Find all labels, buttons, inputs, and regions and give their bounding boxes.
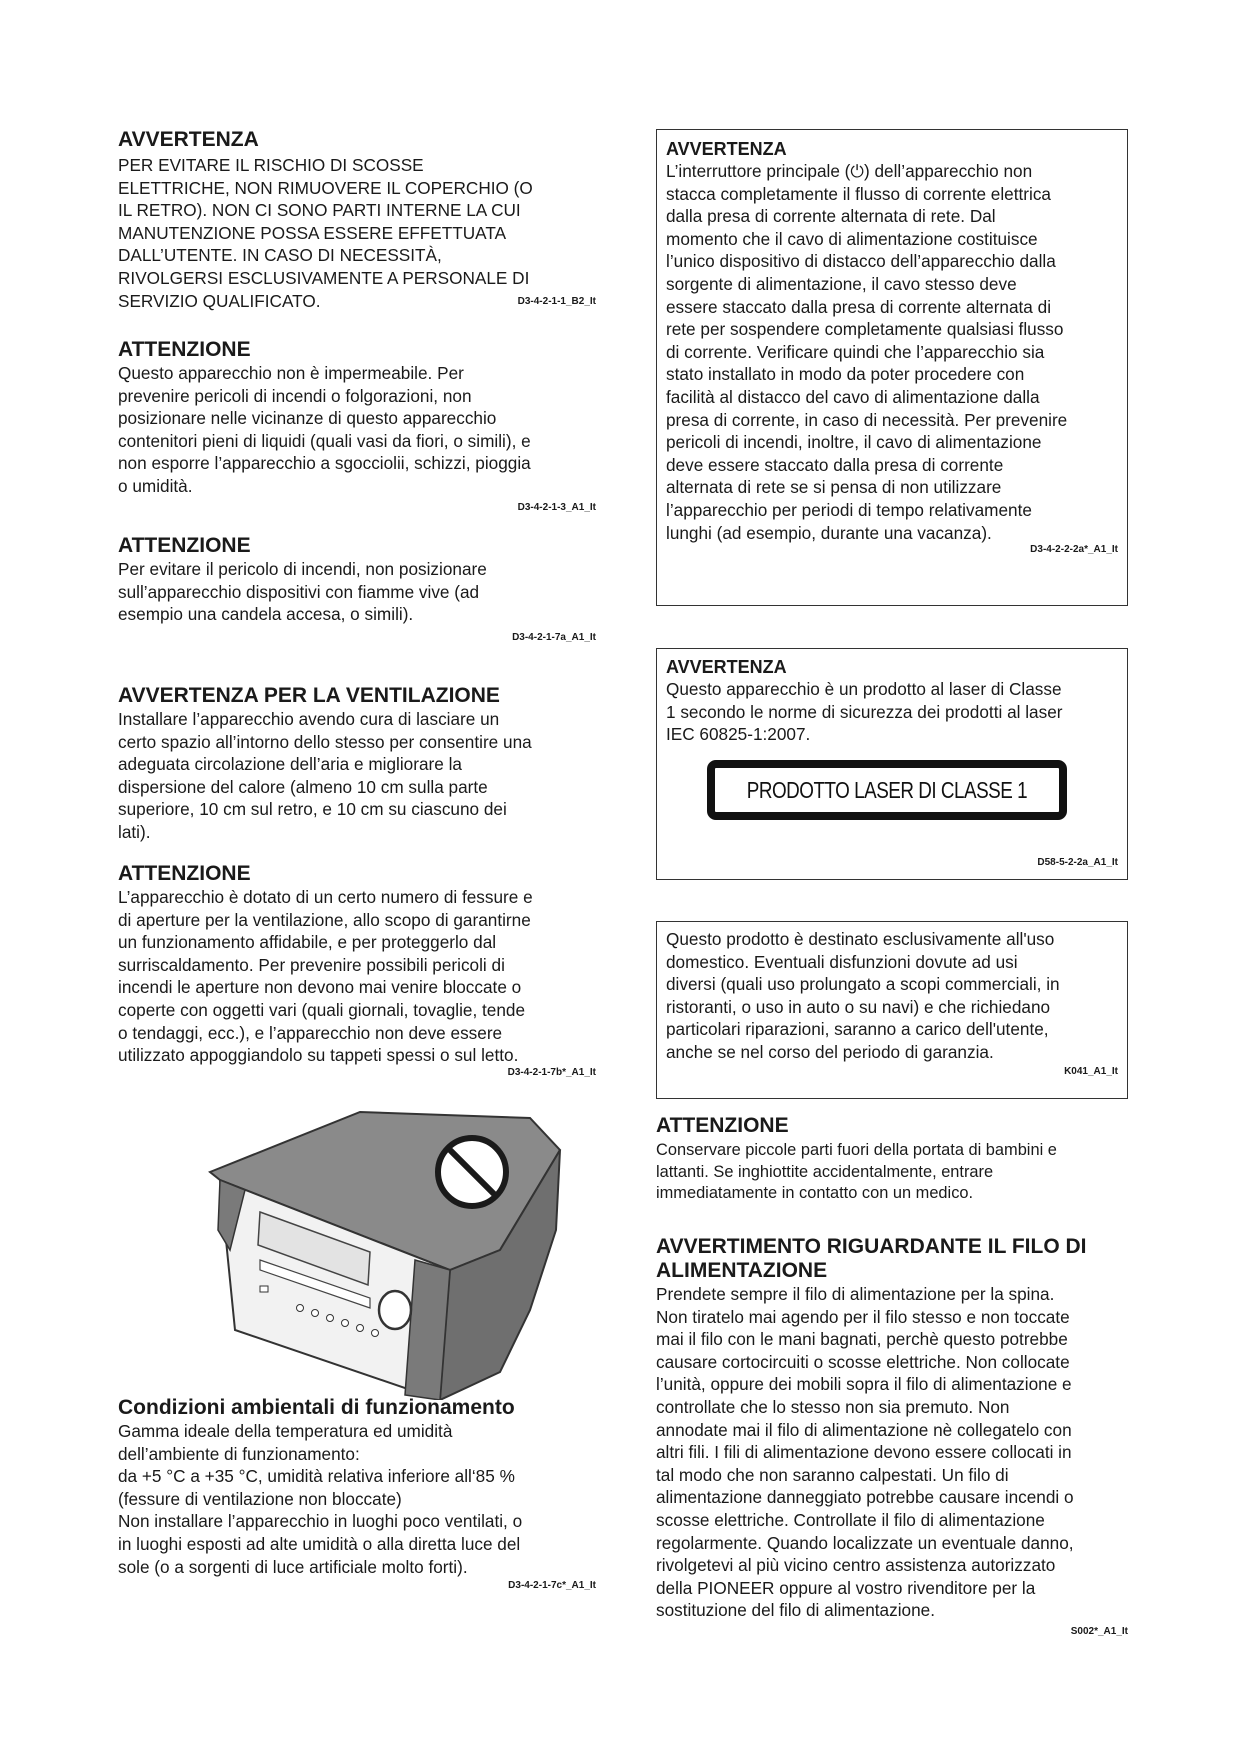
box-uso-domestico	[656, 921, 1128, 1099]
prohibition-illustration-icon	[200, 1110, 580, 1400]
section-piccole-parti	[656, 1114, 1128, 1205]
reference-code: D3-4-2-1-7c*_A1_It	[508, 1580, 596, 1592]
body: Conservare piccole parti fuori della portata di bambini e lattanti. Se inghiottite accidentalmente, entrare immediatamente in contatto con un medico.	[656, 1141, 1057, 1203]
heading: AVVERTENZA	[666, 657, 787, 677]
power-icon: ⏻	[850, 161, 864, 181]
section-ventilazione	[118, 684, 596, 844]
heading: Condizioni ambientali di funzionamento	[118, 1396, 515, 1419]
reference-code: D3-4-2-2-2a*_A1_It	[1030, 544, 1118, 556]
box-laser	[656, 648, 1128, 880]
section-avvertenza-scosse	[118, 128, 596, 311]
heading: AVVERTENZA	[118, 128, 259, 151]
section-aperture	[118, 862, 596, 1078]
body: Per evitare il pericolo di incendi, non posizionare sull’apparecchio dispositivi con fiamme vive (ad esempio una candela accesa, o simili).	[118, 559, 487, 625]
section-impermeabile	[118, 338, 596, 513]
heading: ATTENZIONE	[118, 862, 251, 885]
body: Gamma ideale della temperatura ed umidità dell’ambiente di funzionamento: da +5 °C a +35 °C, umidità relativa inferiore all‘85 % (fessure di ventilazione non bloccate) Non installare l’apparecchio in luoghi poco ventilati, o in luoghi esposti ad alte umidità o alla diretta luce del sole (o a sorgenti di luce artificiale molto forti).	[118, 1421, 523, 1577]
body: Prendete sempre il filo di alimentazione per la spina. Non tiratelo mai agendo per il filo stesso e non toccate mai il filo con le mani bagnati, perchè questo potrebbe causare cortocircuiti o scosse elettriche. Non collocate l’unità, oppure dei mobili sopra il filo di alimentazione e controllate che lo stesso non sia premuto. Non annodate mai il filo di alimentazione nè collegatelo con altri fili. I fili di alimentazione devono essere collocati in tal modo che non saranno calpestati. Un filo di alimentazione danneggiato potrebbe causare incendi o scosse elettriche. Controllate il filo di alimentazione regolarmente. Quando localizzate un eventuale danno, rivolgetevi al più vicino centro assistenza autorizzato della PIONEER oppure al vostro rivenditore per la sostituzione del filo di alimentazione.	[656, 1284, 1074, 1621]
reference-code: K041_A1_It	[1064, 1065, 1118, 1077]
reference-code: D3-4-2-1-1_B2_It	[517, 296, 596, 308]
body: PER EVITARE IL RISCHIO DI SCOSSE ELETTRICHE, NON RIMUOVERE IL COPERCHIO (O IL RETRO). NON CI SONO PARTI INTERNE LA CUI MANUTENZIONE POSSA ESSERE EFFETTUATA DALL’UTENTE. IN CASO DI NECESSITÀ, RIVOLGERSI ESCLUSIVAMENTE A PERSONALE DI SERVIZIO QUALIFICATO.	[118, 155, 533, 311]
body-line-first: L’interruttore principale (⏻) dell’apparecchio non	[666, 161, 1033, 181]
box-interruttore	[656, 129, 1128, 606]
reference-code: D58-5-2-2a_A1_It	[1037, 857, 1118, 868]
reference-code: D3-4-2-1-7b*_A1_It	[507, 1066, 596, 1078]
heading: AVVERTENZA PER LA VENTILAZIONE	[118, 684, 500, 707]
body: Questo apparecchio è un prodotto al laser di Classe 1 secondo le norme di sicurezza dei prodotti al laser IEC 60825-1:2007.	[666, 679, 1063, 745]
laser-class-label: PRODOTTO LASER DI CLASSE 1	[707, 760, 1067, 820]
body: stacca completamente il flusso di corrente elettrica dalla presa di corrente alternata di rete. Dal momento che il cavo di alimentazione costituisce l’unico dispositivo di distacco dell’apparecchio dalla sorgente di alimentazione, il cavo stesso deve essere staccato dalla presa di corrente alternata di rete per sospendere completamente qualsiasi flusso di corrente. Verificare quindi che l’apparecchio sia stato installato in modo da poter procedere con facilità al distacco del cavo di alimentazione dalla presa di corrente, in caso di necessità. Per prevenire pericoli di incendi, inoltre, il cavo di alimentazione deve essere staccato dalla presa di corrente alternata di rete se si pensa di non utilizzare l’apparecchio per periodi di tempo relativamente lunghi (ad esempio, durante una vacanza).	[666, 183, 1068, 543]
heading: ATTENZIONE	[656, 1114, 789, 1137]
reference-code: D3-4-2-1-3_A1_It	[517, 501, 596, 513]
section-condizioni-ambientali	[118, 1396, 596, 1591]
body: Questo apparecchio non è impermeabile. Per prevenire pericoli di incendi o folgorazioni, non posizionare nelle vicinanze di questo apparecchio contenitori pieni di liquidi (quali vasi da fiori, o simili), e non esporre l’apparecchio a sgocciolii, schizzi, pioggia o umidità.	[118, 363, 531, 496]
covered-unit-illustration	[200, 1110, 580, 1400]
section-fiamme	[118, 534, 596, 643]
heading-line-1: AVVERTIMENTO RIGUARDANTE IL FILO DI	[656, 1235, 1087, 1258]
body: Questo prodotto è destinato esclusivamente all'uso domestico. Eventuali disfunzioni dovute ad usi diversi (quali uso prolungato a scopi commerciali, in ristoranti, o uso in auto o su navi) e che richiedano particolari riparazioni, saranno a carico dell'utente, anche se nel corso del periodo di garanzia.	[666, 929, 1060, 1062]
body: L’apparecchio è dotato di un certo numero di fessure e di aperture per la ventilazione, allo scopo di garantirne un funzionamento affidabile, e per proteggerlo dal surriscaldamento. Per prevenire possibili pericoli di incendi le aperture non devono mai venire bloccate o coperte con oggetti vari (quali giornali, tovaglie, tende o tendaggi, ecc.), e l’apparecchio non deve essere utilizzato appoggiandolo su tappeti spessi o sul letto.	[118, 887, 533, 1066]
heading-line-2: ALIMENTAZIONE	[656, 1259, 828, 1282]
body: Installare l’apparecchio avendo cura di lasciare un certo spazio all’intorno dello stesso per consentire una adeguata circolazione dell’aria e migliorare la dispersione del calore (almeno 10 cm sulla parte superiore, 10 cm sul retro, e 10 cm su ciascuno dei lati).	[118, 709, 532, 842]
reference-code: S002*_A1_It	[1070, 1625, 1128, 1637]
heading: AVVERTENZA	[666, 139, 787, 159]
heading: ATTENZIONE	[118, 338, 251, 361]
section-filo-alimentazione	[656, 1235, 1128, 1637]
reference-code: D3-4-2-1-7a_A1_It	[512, 631, 596, 643]
heading: ATTENZIONE	[118, 534, 251, 557]
